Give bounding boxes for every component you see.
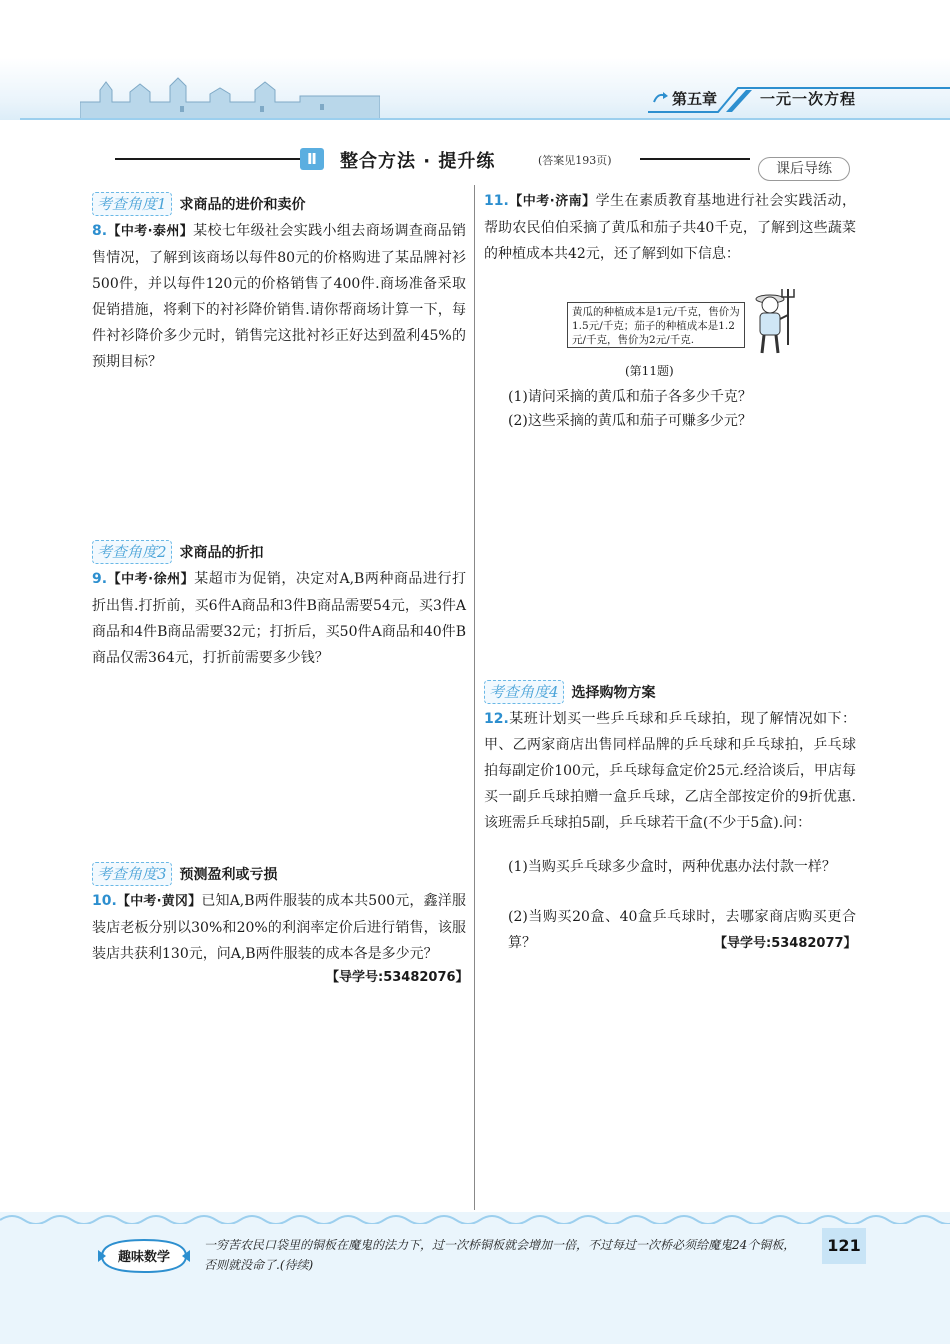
question-text: 某超市为促销，决定对A,B两种商品进行打折出售.打折前，买6件A商品和3件B商品需要54元，买3件A商品和4件B商品需要32元；打折后，买50件A商品和40件B商品仅需364元，打折前需要多少钱？ — [92, 571, 466, 666]
question-12-sub1: (1)当购买乒乓球多少盒时，两种优惠办法付款一样？ — [508, 859, 836, 875]
question-10: 10.【中考·黄冈】已知A,B两件服装的成本共500元，鑫洋服装店老板分别以30%和20%的利润率定价后进行销售，该服装店共获利130元，问A,B两件服装的成本各是多少元？ — [92, 893, 466, 962]
question-text: 某校七年级社会实践小组去商场调查商品销售情况，了解到该商场以每件80元的价格购进了某品牌衬衫500件，并以每件120元的价格销售了400件.商场准备采取促销措施，将剩下的衬衫降价销售.请你帮商场计算一下，每件衬衫降价多少元时，销售完这批衬衫正好达到盈利45%的预期目标？ — [92, 223, 466, 370]
angle-tag: 考查角度4 — [484, 680, 564, 704]
guide-number: 【导学号:53482077】 — [714, 936, 857, 951]
question-number: 12 — [484, 711, 504, 727]
question-source: 【中考·济南】 — [508, 194, 596, 209]
angle-2-header — [92, 540, 264, 564]
angle-title: 选择购物方案 — [571, 685, 656, 701]
angle-tag: 考查角度1 — [92, 192, 172, 216]
section-badge: Ⅱ — [300, 148, 324, 170]
question-text: 已知A,B两件服装的成本共500元，鑫洋服装店老板分别以30%和20%的利润率定价后进行销售，该服装店共获利130元，问A,B两件服装的成本各是多少元？ — [92, 893, 466, 962]
after-class-label: 课后导练 — [758, 157, 850, 181]
question-11-sub1: (1)请问采摘的黄瓜和茄子各多少千克？ — [508, 389, 752, 405]
question-text: 某班计划买一些乒乓球和乒乓球拍，现了解情况如下：甲、乙两家商店出售同样品牌的乒乓球和乒乓球拍，乒乓球拍每副定价100元，乒乓球每盒定价25元.经洽谈后，甲店每买一副乒乓球拍赠一盒乒乓球，乙店全部按定价的9折优惠.该班需乒乓球拍5副，乒乓球若干盒(不少于5盒).问： — [484, 711, 856, 831]
question-12: 12.某班计划买一些乒乓球和乒乓球拍，现了解情况如下：甲、乙两家商店出售同样品牌的乒乓球和乒乓球拍，乒乓球拍每副定价100元，乒乓球每盒定价25元.经洽谈后，甲店每买一副乒乓球拍赠一盒乒乓球，乙店全部按定价的9折优惠.该班需乒乓球拍5副，乒乓球若干盒(不少于5盒).问： — [484, 711, 856, 831]
question-source: 【中考·黄冈】 — [116, 894, 202, 909]
footer-wave — [0, 1210, 950, 1224]
arrow-icon — [652, 90, 670, 106]
question-11: 11.【中考·济南】学生在素质教育基地进行社会实践活动，帮助农民伯伯采摘了黄瓜和茄子共40千克，了解到这些蔬菜的种植成本共42元，还了解到如下信息： — [484, 193, 856, 262]
fun-math-badge — [98, 1236, 190, 1276]
question-source: 【中考·徐州】 — [107, 572, 195, 587]
section-rule-right — [640, 158, 750, 160]
guide-number: 【导学号:53482076】 — [326, 970, 469, 985]
question-12-sub2: (2)当购买20盒、40盒乒乓球时，去哪家商店购买更合算？ — [508, 909, 856, 951]
chapter-title: 一元一次方程 — [760, 90, 857, 108]
angle-1-header — [92, 192, 306, 216]
question-number: 9 — [92, 571, 102, 587]
angle-3-header — [92, 862, 278, 886]
answer-reference: (答案见193页) — [538, 154, 612, 167]
farmer-illustration — [748, 285, 798, 357]
question-number: 10 — [92, 893, 112, 909]
page-number: 121 — [822, 1228, 866, 1264]
angle-tag: 考查角度3 — [92, 862, 172, 886]
castle-illustration — [80, 72, 380, 120]
question-number: 8 — [92, 223, 102, 239]
column-divider — [474, 185, 475, 1210]
angle-title: 求商品的折扣 — [179, 545, 264, 561]
question-11-sub2: (2)这些采摘的黄瓜和茄子可赚多少元？ — [508, 413, 752, 429]
footer-story: 一穷苦农民口袋里的铜板在魔鬼的法力下，过一次桥铜板就会增加一倍，不过每过一次桥必须给魔鬼24个铜板，否则就没命了.(待续) — [204, 1238, 796, 1272]
figure-caption: (第11题) — [625, 364, 674, 378]
footer-band — [0, 1212, 950, 1344]
question-source: 【中考·泰州】 — [107, 224, 194, 239]
section-rule-left — [115, 158, 300, 160]
header-divider — [20, 118, 950, 120]
section-title: 整合方法 · 提升练 — [340, 151, 496, 172]
fun-math-label: 趣味数学 — [117, 1250, 171, 1265]
info-box: 黄瓜的种植成本是1元/千克，售价为1.5元/千克；茄子的种植成本是1.2元/千克，售价为2元/千克. — [567, 302, 745, 348]
angle-title: 求商品的进价和卖价 — [179, 197, 306, 213]
chapter-number: 第五章 — [672, 90, 718, 108]
question-number: 11 — [484, 193, 504, 209]
question-text: 学生在素质教育基地进行社会实践活动，帮助农民伯伯采摘了黄瓜和茄子共40千克，了解到这些蔬菜的种植成本共42元，还了解到如下信息： — [484, 193, 856, 262]
question-8: 8.【中考·泰州】某校七年级社会实践小组去商场调查商品销售情况，了解到该商场以每件80元的价格购进了某品牌衬衫500件，并以每件120元的价格销售了400件.商场准备采取促销措施，将剩下的衬衫降价销售.请你帮商场计算一下，每件衬衫降价多少元时，销售完这批衬衫正好达到盈利45%的预期目标？ — [92, 223, 466, 370]
angle-4-header — [484, 680, 656, 704]
angle-tag: 考查角度2 — [92, 540, 172, 564]
angle-title: 预测盈利或亏损 — [179, 867, 278, 883]
question-9: 9.【中考·徐州】某超市为促销，决定对A,B两种商品进行打折出售.打折前，买6件A商品和3件B商品需要54元，买3件A商品和4件B商品需要32元；打折后，买50件A商品和40件B商品仅需364元，打折前需要多少钱？ — [92, 571, 466, 666]
